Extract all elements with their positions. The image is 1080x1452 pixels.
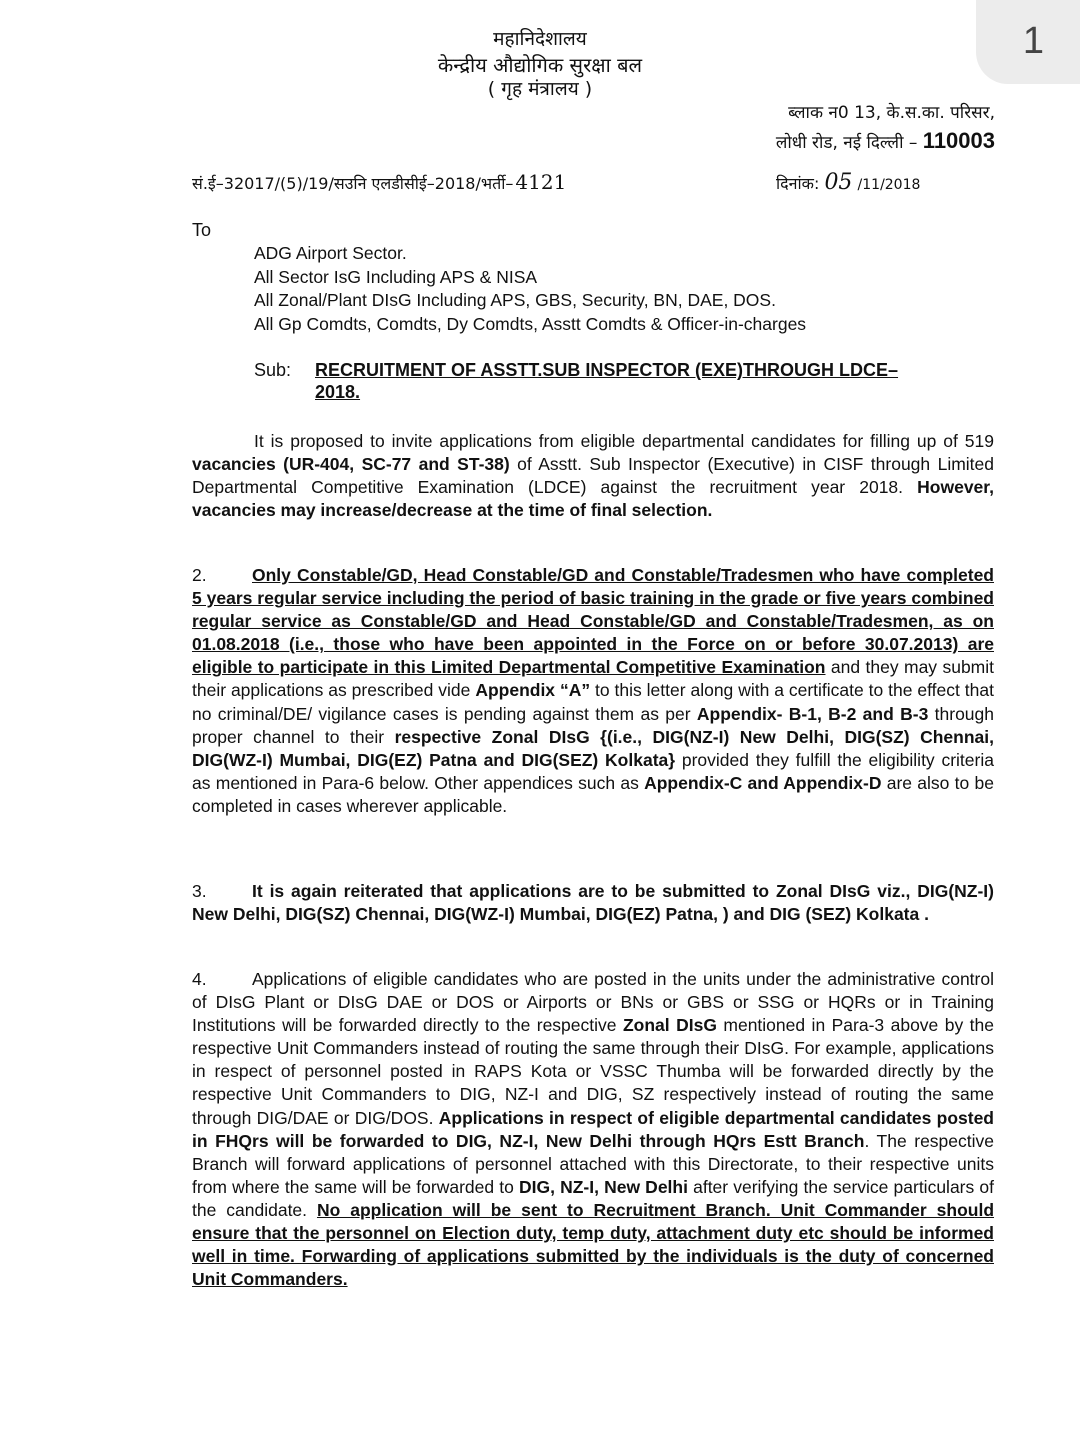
reference-handwritten-number: 4121 [515, 170, 567, 194]
recipient-item: All Gp Comdts, Comdts, Dy Comdts, Asstt Comdts & Officer-in-charges [254, 313, 807, 334]
address-road-city: लोधी रोड, नई दिल्ली – [775, 133, 918, 153]
address-line-2 [776, 130, 995, 152]
address-pin: 110003 [922, 128, 995, 153]
letter-date [776, 172, 920, 194]
header-directorate: महानिदेशालय [493, 28, 587, 50]
paragraph-number: 2. [192, 565, 207, 585]
recipient-item: All Sector IsG Including APS & NISA [254, 266, 538, 287]
paragraph-number: 4. [192, 969, 207, 989]
address-line-1: ब्लाक न0 13, के.स.का. परिसर, [788, 103, 995, 123]
page-number: 1 [1022, 20, 1044, 62]
recipient-list [254, 242, 806, 336]
date-day-handwritten: 05 [824, 170, 853, 195]
reference-number-text: सं.ई–32017/(5)/19/सउनि एलडीसीई–2018/भर्ती– [192, 174, 514, 193]
date-month-year: /11/2018 [857, 177, 921, 193]
paragraph-number: 3. [192, 881, 207, 901]
paragraph-4: 4. Applications of eligible candidates who are posted in the units under the administrative control of DIsG Plant or DIsG DAE or DOS or Airports or BNs or GBS or SSG or HQRs or in Training Institutions will be forwarded directly to the respective Zonal DIsG mentioned in Para-3 above by the respective Unit Commanders instead of routing the same through their DIsG. For example, applications in respect of personnel posted in RAPS Kota or VSSC Thumba will be forwarded directly by the respective Unit Commanders to DIG, NZ-I and DIG, SZ respectively instead of routing the same through DIG/DAE or DIG/DOS. Applications in respect of eligible departmental candidates posted in FHQrs will be forwarded to DIG, NZ-I, New Delhi through HQrs Estt Branch. The respective Branch will forward applications of personnel attached with this Directorate, to their respective units from where the same will be forwarded to DIG, NZ-I, New Delhi after verifying the service particulars of the candidate. No application will be sent to Recruitment Branch. Unit Commander should ensure that the personnel on Election duty, temp duty, attachment duty etc should be informed well in time. Forwarding of applications submitted by the individuals is the duty of concerned Unit Commanders. [192, 969, 995, 1290]
paragraph-2: 2. Only Constable/GD, Head Constable/GD and Constable/Tradesmen who have completed 5 years regular service including the period of basic training in the grade or five years combined regular service as Constable/GD and Head Constable/GD and Constable/Tradesmen, as on 01.08.2018 (i.e., those who have been appointed in the Force on or before 30.07.2013) are eligible to participate in this Limited Departmental Competitive Examination and they may submit their applications as prescribed vide Appendix “A” to this letter along with a certificate to the effect that no criminal/DE/ vigilance cases is pending against them as per Appendix- B-1, B-2 and B-3 through proper channel to their respective Zonal DIsG {(i.e., DIG(NZ-I) New Delhi, DIG(SZ) Chennai, DIG(WZ-I) Mumbai, DIG(EZ) Patna and DIG(SEZ) Kolkata} provided they fulfill the eligibility criteria as mentioned in Para-6 below. Other appendices such as Appendix-C and Appendix-D are also to be completed in cases wherever applicable. [192, 565, 995, 816]
subject-label: Sub: [254, 360, 292, 380]
paragraph-3: 3. It is again reiterated that applications are to be submitted to Zonal DIsG viz., DIG(NZ-I) New Delhi, DIG(SZ) Chennai, DIG(WZ-I) Mumbai, DIG(EZ) Patna, ) and DIG (SEZ) Kolkata . [192, 881, 994, 925]
reference-number [192, 172, 566, 192]
paragraph-1: It is proposed to invite applications from eligible departmental candidates for filling up of 519 vacancies (UR-404, SC-77 and ST-38) of Asstt. Sub Inspector (Executive) in CISF through Limited Departmental Competitive Examination (LDCE) against the recruitment year 2018. However, vacancies may increase/decrease at the time of final selection. [192, 431, 995, 521]
header-organisation: केन्द्रीय औद्योगिक सुरक्षा बल [437, 53, 643, 77]
subject-text: RECRUITMENT OF ASSTT.SUB INSPECTOR (EXE)THROUGH LDCE–2018. [315, 360, 899, 402]
date-label: दिनांक: [776, 174, 820, 193]
to-label: To [192, 220, 212, 240]
recipient-item: ADG Airport Sector. [254, 243, 407, 263]
recipient-item: All Zonal/Plant DIsG Including APS, GBS, Security, BN, DAE, DOS. [254, 290, 776, 310]
header-ministry: ( गृह मंत्रालय ) [487, 78, 593, 100]
